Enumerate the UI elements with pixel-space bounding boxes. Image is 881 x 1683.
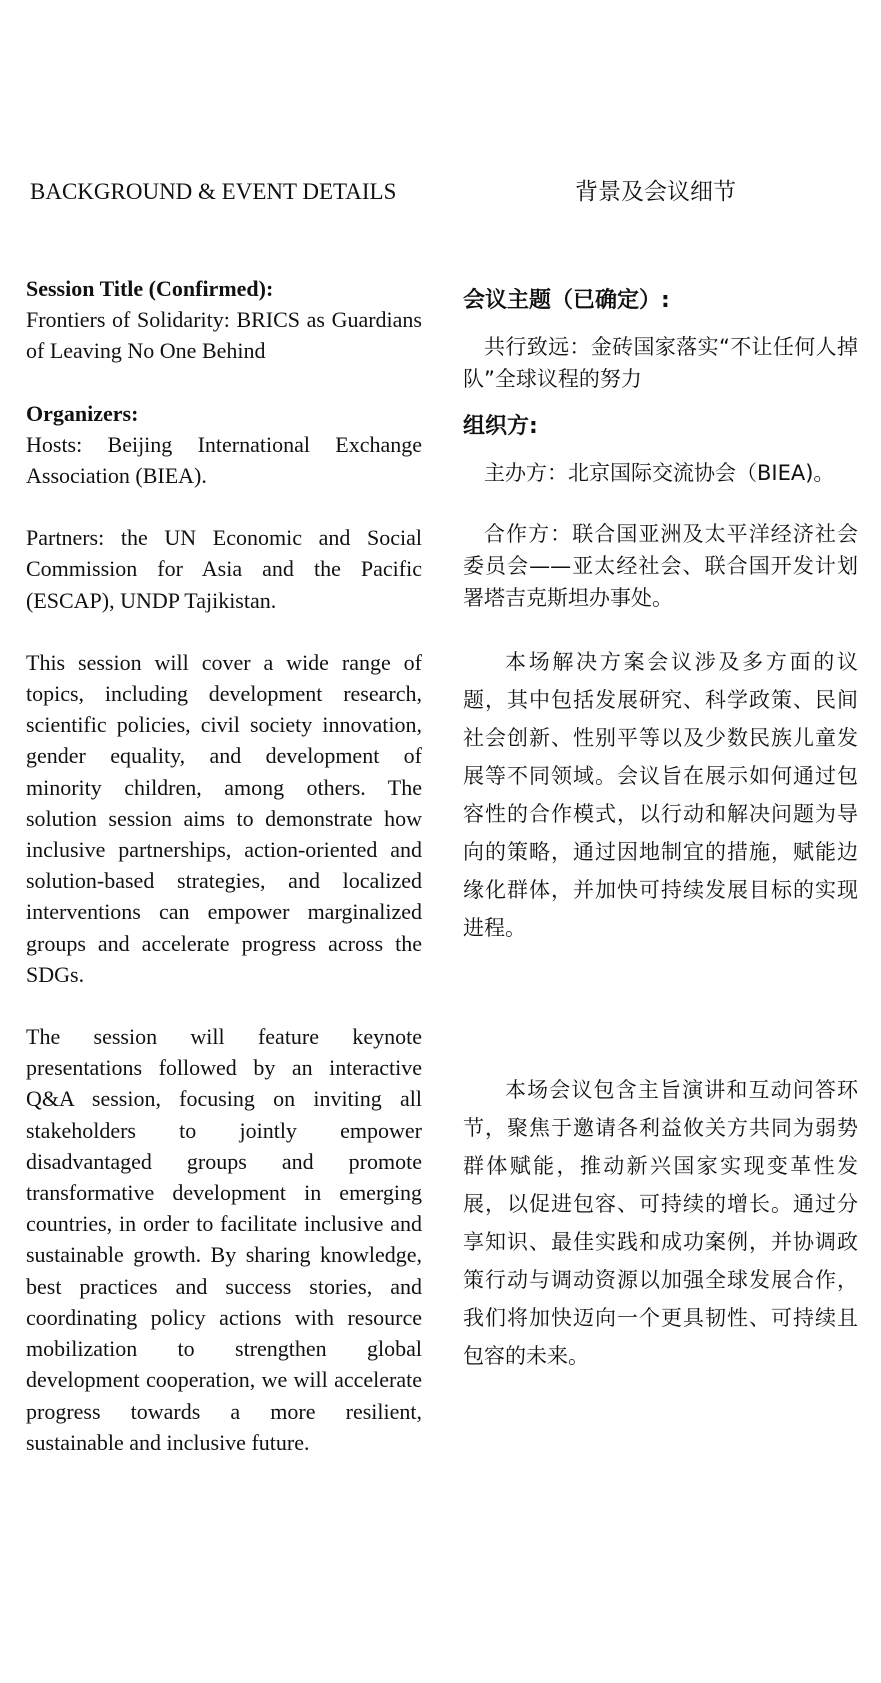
english-column [26,273,422,1489]
paragraph-2-zh: 本场会议包含主旨演讲和互动问答环节，聚焦于邀请各利益攸关方共同为弱势群体赋能，推动新兴国家实现变革性发展，以促进包容、可持续的增长。通过分享知识、最佳实践和成功案例，并协调政策行动与调动资源以加强全球发展合作，我们将加快迈向一个更具韧性、可持续且包容的未来。 [463,1078,858,1368]
paragraph-1-en: This session will cover a wide range of topics, including development research, scientific policies, civil society innovation, gender equality, and development of minority children, among others. The solution session aims to demonstrate how inclusive partnerships, action-oriented and solution-based strategies, and localized interventions can empower marginalized groups and accelerate progress across the SDGs. [26,649,422,987]
hosts-zh: 主办方：北京国际交流协会（BIEA)。 [484,461,835,485]
hosts-en: Hosts: Beijing International Exchange Association (BIEA). [26,431,422,489]
session-title-section-en [26,273,422,367]
session-title-label-zh: 会议主题（已确定）: [463,288,670,313]
heading-en: BACKGROUND & EVENT DETAILS [30,179,397,204]
partners-zh: 合作方：联合国亚洲及太平洋经济社会委员会——亚太经社会、联合国开发计划署塔吉克斯坦办事处。 [463,522,858,610]
organizers-label-en: Organizers: [26,400,139,426]
session-title-label-en: Session Title (Confirmed): [26,276,274,301]
organizers-label-zh: 组织方: [463,414,538,439]
paragraph-2-en: The session will feature keynote presentations followed by an interactive Q&A session, focusing on inviting all stakeholders to jointly empower disadvantaged groups and promote transformative development in emerging countries, in order to facilitate inclusive and sustainable growth. By sharing knowledge, best practices and success stories, and coordinating policy actions with resource mobilization to strengthen global development cooperation, we will accelerate progress towards a more resilient, sustainable and inclusive future. [26,1024,422,1455]
paragraph-1-zh: 本场解决方案会议涉及多方面的议题，其中包括发展研究、科学政策、民间社会创新、性别平等以及少数民族儿童发展等不同领域。会议旨在展示如何通过包容性的合作模式，以行动和解决问题为导向的策略，通过因地制宜的措施，赋能边缘化群体，并加快可持续发展目标的实现进程。 [463,650,858,940]
partners-en: Partners: the UN Economic and Social Commission for Asia and the Pacific (ESCAP), UNDP Tajikistan. [26,525,422,613]
organizers-section-en [26,398,422,492]
heading-zh: 背景及会议细节 [575,179,736,204]
session-title-zh: 共行致远：金砖国家落实“不让任何人掉队”全球议程的努力 [463,335,858,391]
session-title-en: Frontiers of Solidarity: BRICS as Guardians of Leaving No One Behind [26,307,422,364]
